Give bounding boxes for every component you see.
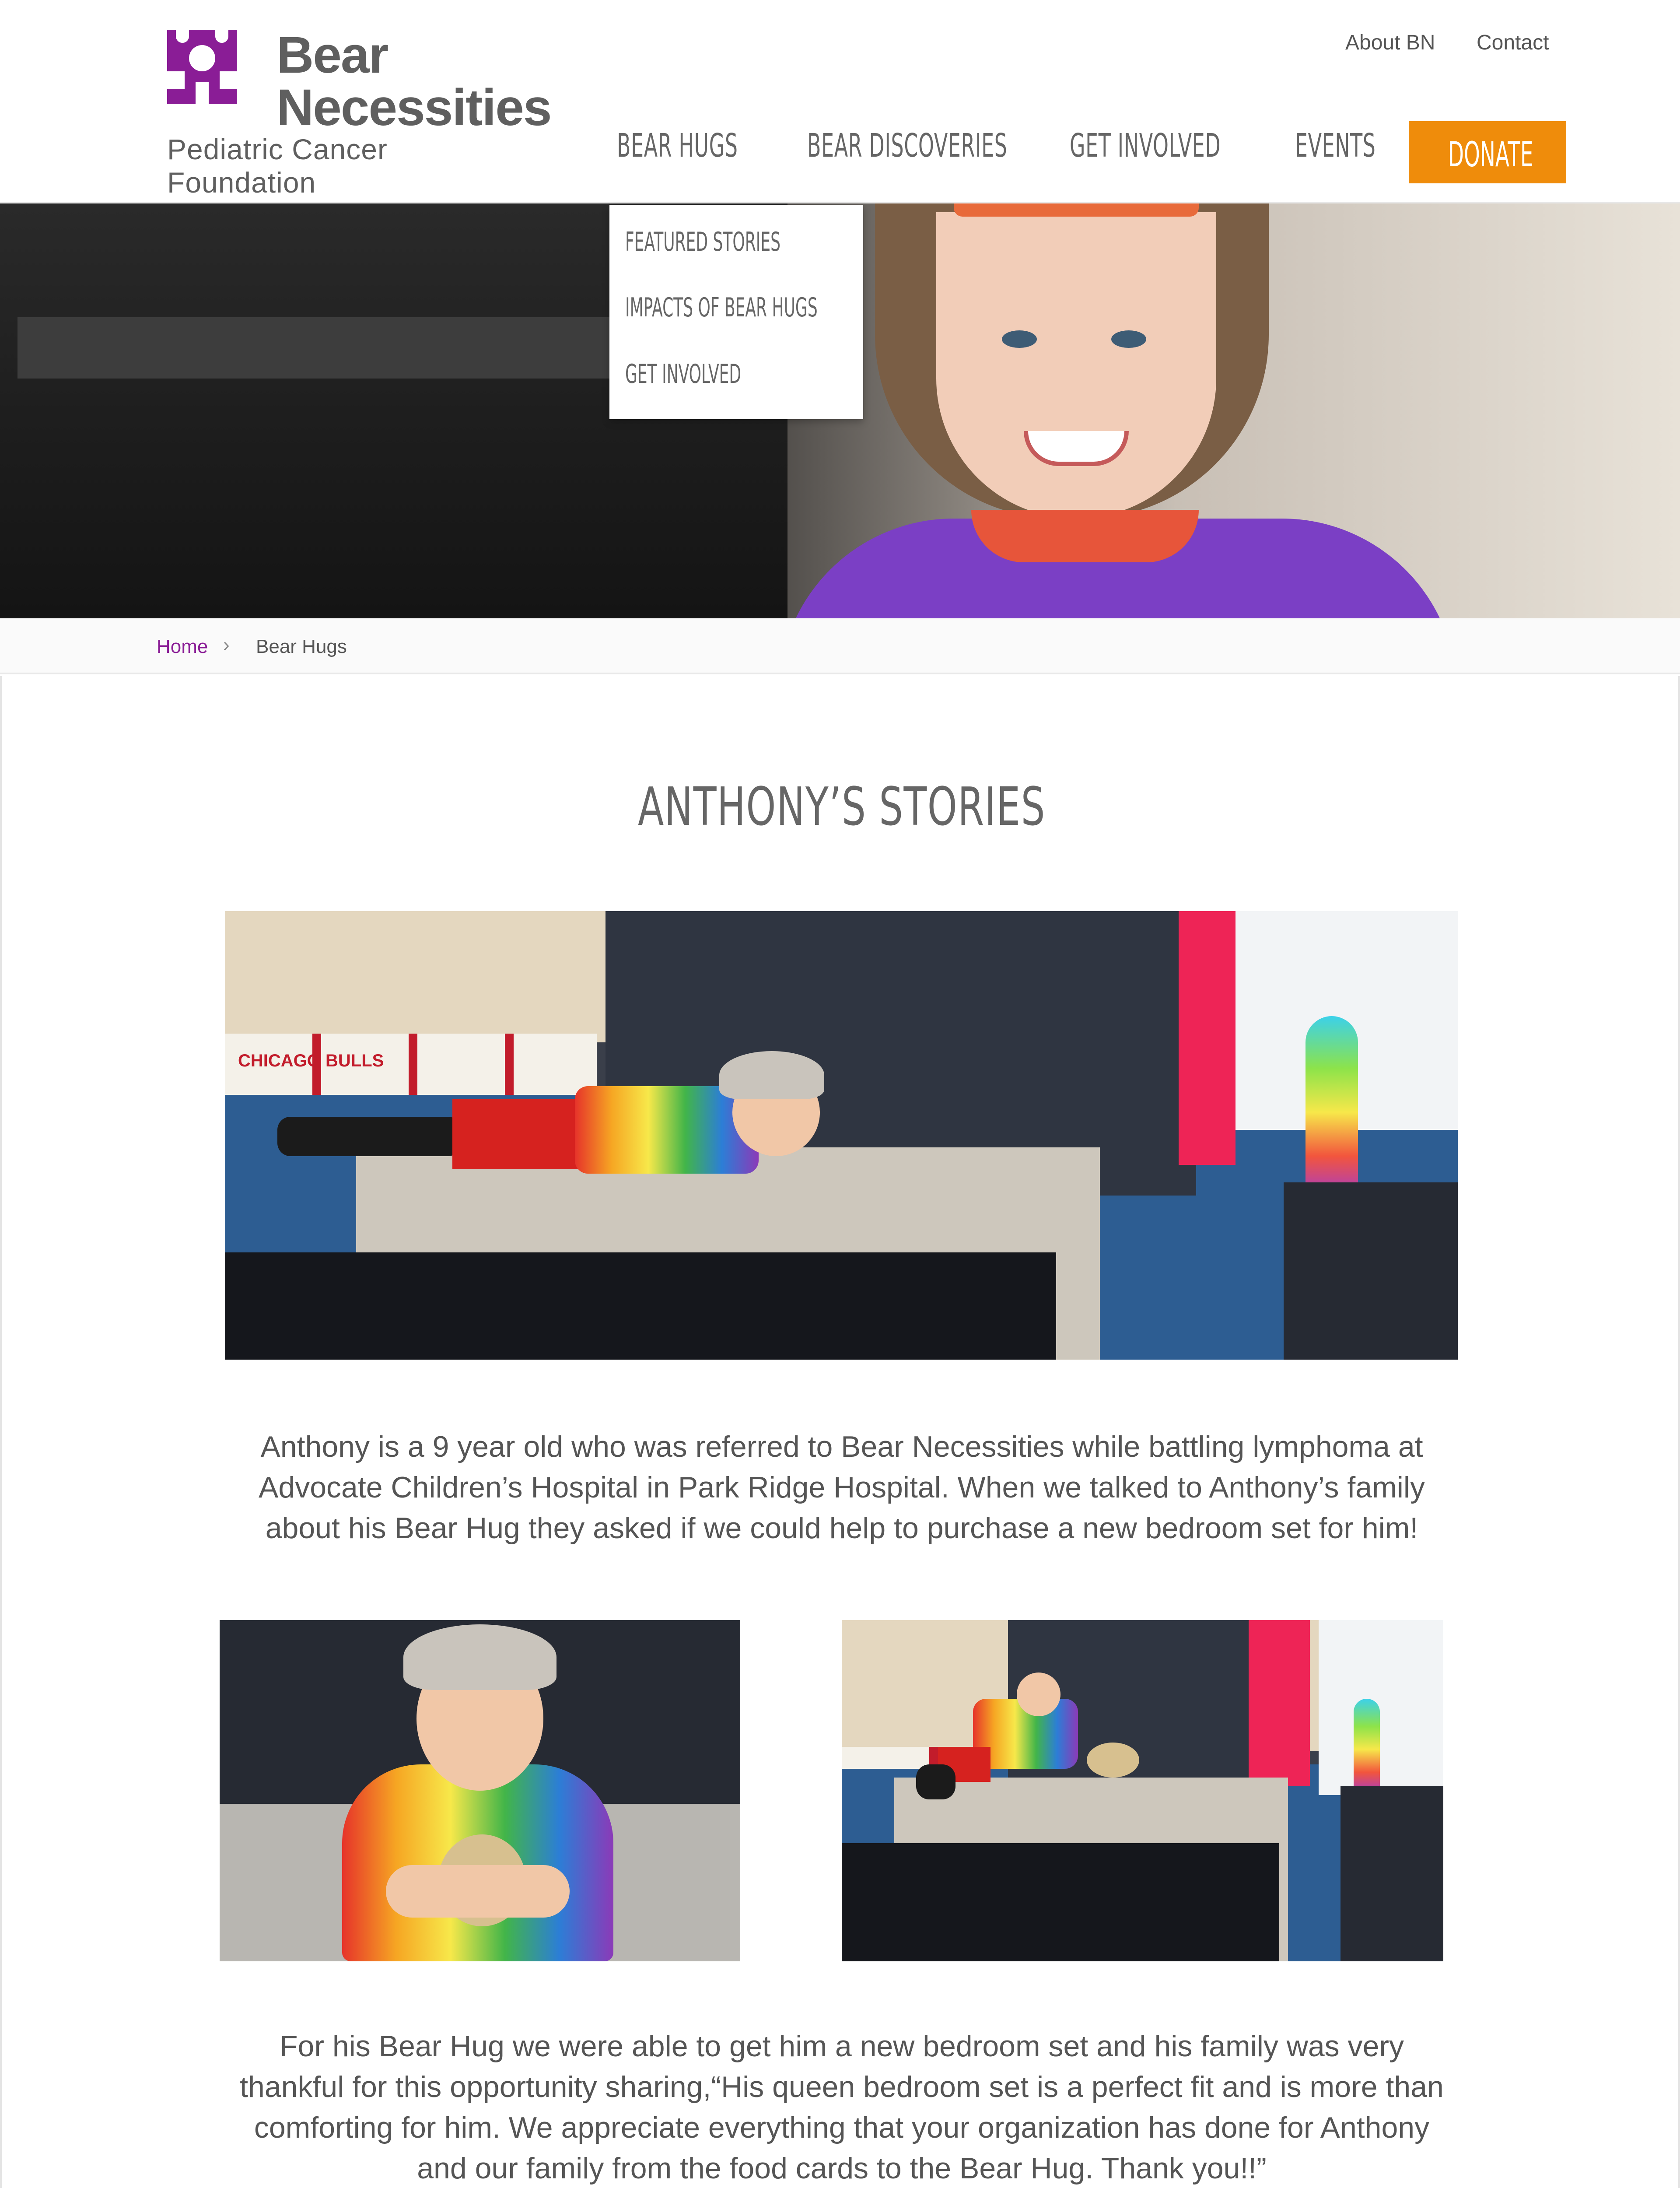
story-paragraph-1: Anthony is a 9 year old who was referred to Bear Necessities while battling lymphoma at Advocate Children’s Hospital in Park Ridge Hospital. When we talked to Anthony’s family about his Bear Hug they asked if we could help to purchase a new bedroom set for him!	[259, 1430, 1425, 1545]
donate-button-label: DONATE	[1448, 135, 1533, 175]
breadcrumb-home[interactable]: Home	[157, 636, 208, 657]
top-link-contact[interactable]: Contact	[1477, 31, 1549, 54]
logo[interactable]	[167, 25, 551, 199]
nav-bear-discoveries[interactable]: BEAR DISCOVERIES	[807, 127, 1008, 165]
site-header	[0, 0, 1680, 203]
dropdown-get-involved[interactable]: GET INVOLVED	[625, 359, 742, 389]
dropdown-impacts[interactable]: IMPACTS OF BEAR HUGS	[625, 292, 818, 323]
bear-logo-icon	[167, 30, 237, 104]
logo-name-line2: Necessities	[276, 79, 551, 137]
nav-events[interactable]: EVENTS	[1295, 127, 1376, 165]
donate-button[interactable]	[1409, 121, 1566, 183]
story-paragraph-2: For his Bear Hug we were able to get him a new bedroom set and his family was very thankful for this opportunity sharing,“His queen bedroom set is a perfect fit and is more than comforting for him. We appreciate everything that your organization has done for Anthony and our family from the food cards to the Bear Hug. Thank you!!”	[240, 2030, 1444, 2185]
photo-anthony-with-bear	[220, 1620, 740, 1961]
dropdown-featured-stories[interactable]: FEATURED STORIES	[625, 227, 780, 257]
bear-hugs-dropdown	[609, 205, 863, 419]
logo-tagline: Pediatric Cancer Foundation	[167, 133, 388, 199]
photo-bedroom-set	[842, 1620, 1443, 1961]
photo-anthony-on-bed	[225, 911, 1458, 1360]
page-title: ANTHONY’S STORIES	[638, 777, 1046, 838]
nav-bear-hugs[interactable]: BEAR HUGS	[617, 127, 738, 165]
breadcrumb	[0, 618, 1680, 674]
logo-name-line1: Bear	[276, 26, 388, 84]
breadcrumb-current: Bear Hugs	[256, 636, 347, 657]
border-label: CHICAGO BULLS	[238, 1051, 384, 1070]
chevron-right-icon: ›	[223, 634, 230, 656]
top-link-about[interactable]: About BN	[1345, 31, 1435, 54]
main-content	[0, 676, 1680, 2188]
nav-get-involved[interactable]: GET INVOLVED	[1070, 127, 1221, 165]
